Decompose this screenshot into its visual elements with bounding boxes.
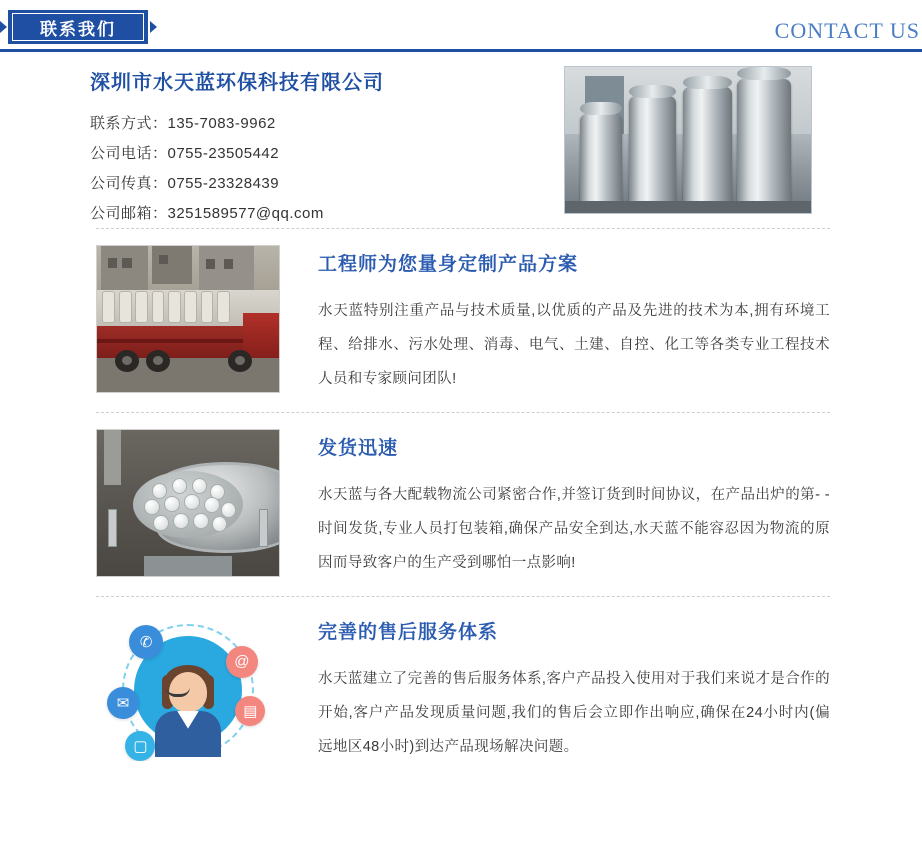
contact-fax: 公司传真：0755-23328439	[90, 175, 280, 192]
feature-row-fast-shipping	[0, 413, 922, 596]
feature-thumb-customer-service	[96, 613, 280, 761]
mail-icon: ✉	[107, 687, 139, 719]
feature-title: 发货迅速	[318, 438, 399, 459]
header-arrow-right-icon	[150, 21, 157, 33]
chat-icon: ▢	[125, 731, 155, 761]
contact-email: 公司邮箱：3251589577@qq.com	[90, 205, 324, 222]
feature-thumb-truck	[96, 245, 280, 393]
company-info-block	[0, 52, 922, 228]
section-tab-contact[interactable]	[8, 10, 148, 44]
contact-telephone: 公司电话：0755-23505442	[90, 145, 280, 162]
company-photo	[564, 66, 812, 214]
phone-icon: ✆	[129, 625, 163, 659]
page-header	[0, 0, 922, 52]
feature-text: 水天蓝与各大配载物流公司紧密合作,并签订货到时间协议，在产品出炉的第- -时间发货,专业人员打包装箱,确保产品安全到达,水天蓝不能容忍因为物流的原因而导致客户的生产受到哪怕一点影响!	[318, 487, 830, 571]
feature-row-after-sales	[0, 597, 922, 780]
feature-text: 水天蓝建立了完善的售后服务体系,客户产品投入使用对于我们来说才是合作的开始,客户产品发现质量问题,我们的售后会立即作出响应,确保在24小时内(偏远地区48小时)到达产品现场解决问题。	[318, 671, 830, 755]
header-arrow-left-icon	[0, 21, 7, 33]
company-name: 深圳市水天蓝环保科技有限公司	[90, 72, 384, 94]
section-title-english: CONTACT US	[774, 18, 920, 43]
feature-title: 完善的售后服务体系	[318, 622, 499, 643]
document-icon: ▤	[235, 696, 265, 726]
feature-thumb-filter-vessel	[96, 429, 280, 577]
section-tab-label: 联系我们	[12, 13, 144, 41]
at-icon: @	[226, 646, 258, 678]
feature-text: 水天蓝特别注重产品与技术质量,以优质的产品及先进的技术为本,拥有环境工程、给排水、污水处理、消毒、电气、土建、自控、化工等各类专业工程技术人员和专家顾问团队!	[318, 303, 830, 387]
contact-mobile: 联系方式：135-7083-9962	[90, 115, 276, 132]
feature-title: 工程师为您量身定制产品方案	[318, 254, 579, 275]
feature-row-custom-solution	[0, 229, 922, 412]
